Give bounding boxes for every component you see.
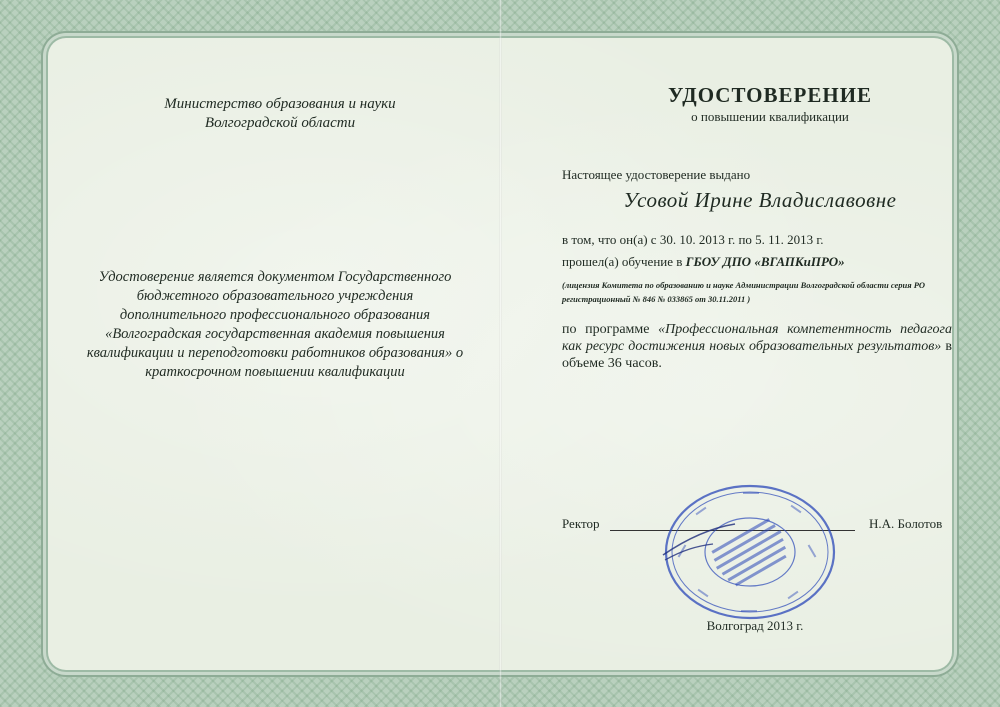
program-description [562,321,952,372]
ministry-line-1: Министерство образования и науки [164,96,396,112]
description-line: краткосрочном повышении квалификации [145,364,405,380]
ministry-line-2: Волгоградской области [204,115,356,131]
trained-prefix: прошел(а) обучение в [562,254,683,269]
description-line: квалификации и переподготовки работников образования» о [86,345,464,361]
license-line-1: (лицензия Комитета по образованию и науке Администрации Волгоградской области серия РО [562,280,926,290]
description-line: бюджетного образовательного учреждения [136,288,414,304]
recipient-name: Усовой Ирине Владиславовне [623,188,897,212]
program-name: «Профессиональная компетентность педагога как ресурс достижения новых образовательных результатов» [562,322,953,354]
signer-name: Н.А. Болотов [869,516,943,531]
center-fold [499,0,502,707]
program-hours: в объеме 36 часов. [562,339,953,371]
training-dates: в том, что он(а) с 30. 10. 2013 г. по 5. 11. 2013 г. [562,232,824,247]
issued-to-label: Настоящее удостоверение выдано [562,167,751,182]
certificate-title: УДОСТОВЕРЕНИЕ [667,83,873,107]
description-line: Удостоверение является документом Государственного [98,269,452,285]
document-description [75,268,475,382]
official-stamp [655,480,840,625]
description-line: «Волгоградская государственная академия повышения [105,326,445,342]
training-institution-line [562,254,845,270]
description-line: дополнительного профессионального образования [119,307,431,323]
ministry-heading [110,95,450,133]
license-info [562,278,957,306]
institution-name: ГБОУ ДПО «ВГАПКиПРО» [685,254,845,269]
certificate-subtitle: о повышении квалификации [691,109,849,124]
city-year: Волгоград 2013 г. [706,618,804,633]
license-line-2: регистрационный № 846 № 033865 от 30.11.2011 ) [562,294,751,304]
signer-title: Ректор [562,516,600,531]
program-prefix: по программе [562,322,650,337]
